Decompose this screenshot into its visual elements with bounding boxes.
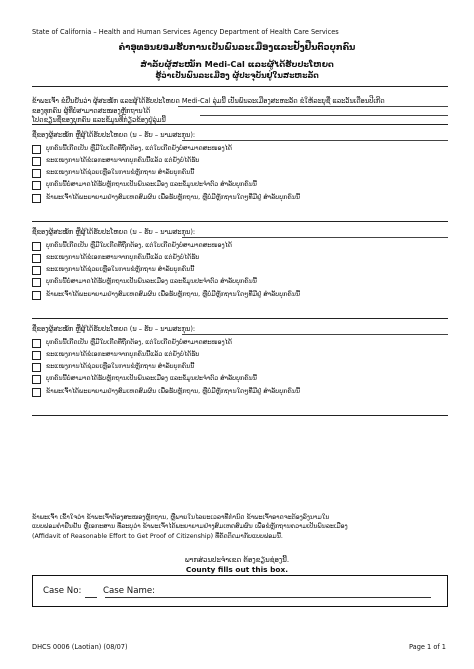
person-section-2: [32, 228, 448, 314]
option-text: ຂະແໜງການໄດ້ຂໍເອກະສານຈາກບຸກຄົນນີ້ແລ້ວ ແຕ່ຍັງບໍ່ໄດ້ຮັບ: [46, 254, 200, 261]
option-checkbox[interactable]: [32, 291, 41, 300]
county-box: [32, 575, 448, 607]
person-name-field[interactable]: [182, 334, 448, 335]
option-text: ບຸກຄົນນີ້ເກີດເປັນ ຫຼືມີໃບເກີດທີ່ຖືກຕ້ອງ, ແຕ່ໃບເກີດຍັງບໍ່ສາມາດສະໜອງໄດ້: [46, 242, 232, 249]
divider: [32, 415, 448, 416]
option-text: ຂ້າພະເຈົ້າໄດ້ພະຍາຍາມຢ່າງສົມເຫດສົມຜົນ ເພື່ອຮັບຫຼັກຖານ, ຫຼືບໍ່ມີຫຼັກຖານໃດໆທີ່ມີຢູ່ ສຳລັບບຸກຄົນນີ້: [46, 194, 301, 201]
form-subtitle: ສຳລັບຜູ້ສະໝັກ Medi-Cal ແລະຜູ້ໄດ້ຮັບປະໂຫຍດ: [140, 59, 334, 69]
statement-line: (Affidavit of Reasonable Effort to Get Proof of Citizenship) ທີ່ຄັດຕິດມາກັບແບບຟອມນີ້.: [32, 532, 283, 540]
divider: [32, 221, 448, 222]
option-text: ບຸກຄົນນີ້ບໍ່ສາມາດໄດ້ຮັບຫຼັກຖານເປັນພົນລະເມືອງ ແລະຂໍ້ມູນປະຈຳຕົວ ສຳລັບບຸກຄົນນີ້: [46, 181, 257, 188]
option-checkbox[interactable]: [32, 145, 41, 154]
option-checkbox[interactable]: [32, 254, 41, 263]
statement-line: ແບບຟອມຄຳຢືນຢັນ ຫຼືເອກະສານ ທີ່ລະບຸວ່າ ຂ້າພະເຈົ້າໄດ້ພະຍາຍາມຢ່າງສົມເຫດສົມຜົນ ເພື່ອຂໍຫຼັກຖານຄວາມເປັນພົນລະເມືອງ: [32, 523, 348, 531]
option-checkbox[interactable]: [32, 339, 41, 348]
divider: [32, 318, 448, 319]
divider: [32, 86, 448, 87]
option-text: ຂ້າພະເຈົ້າໄດ້ພະຍາຍາມຢ່າງສົມເຫດສົມຜົນ ເພື່ອຮັບຫຼັກຖານ, ຫຼືບໍ່ມີຫຼັກຖານໃດໆທີ່ມີຢູ່ ສຳລັບບຸກຄົນນີ້: [46, 388, 301, 395]
option-text: ບຸກຄົນນີ້ບໍ່ສາມາດໄດ້ຮັບຫຼັກຖານເປັນພົນລະເມືອງ ແລະຂໍ້ມູນປະຈຳຕົວ ສຳລັບບຸກຄົນນີ້: [46, 278, 257, 285]
option-text: ຂ້າພະເຈົ້າໄດ້ພະຍາຍາມຢ່າງສົມເຫດສົມຜົນ ເພື່ອຮັບຫຼັກຖານ, ຫຼືບໍ່ມີຫຼັກຖານໃດໆທີ່ມີຢູ່ ສຳລັບບຸກຄົນນີ້: [46, 291, 301, 298]
applicant-name-line[interactable]: [200, 115, 448, 116]
county-instruction-lao: ພາກສ່ວນປະຈຳເຂດ ຕ້ອງຂຽນຊ່ອງນີ້.: [184, 556, 290, 564]
form-id: DHCS 0006 (Laotian) (08/07): [32, 643, 128, 651]
person-name-label: ຊື່ຂອງຜູ້ສະໝັກ ຫຼືຜູ້ໄດ້ຮັບປະໂຫຍດ (ນ – ຮັບ – ນາມສະກຸນ):: [32, 325, 196, 333]
option-text: ຂະແໜງການໄດ້ຊ່ວຍເຫຼືອໃນການຂໍຫຼັກຖານ ສຳລັບບຸກຄົນນີ້: [46, 169, 195, 176]
option-text: ບຸກຄົນນີ້ບໍ່ສາມາດໄດ້ຮັບຫຼັກຖານເປັນພົນລະເມືອງ ແລະຂໍ້ມູນປະຈຳຕົວ ສຳລັບບຸກຄົນນີ້: [46, 375, 257, 382]
option-text: ບຸກຄົນນີ້ເກີດເປັນ ຫຼືມີໃບເກີດທີ່ຖືກຕ້ອງ, ແຕ່ໃບເກີດຍັງບໍ່ສາມາດສະໜອງໄດ້: [46, 145, 232, 152]
intro-line: ຂອງທຸກຄົນ ຜູ້ທີ່ບໍ່ສາມາດສະໜອງຫຼັກຖານໄດ້: [32, 106, 151, 115]
case-no-label: Case No:: [43, 586, 82, 596]
option-checkbox[interactable]: [32, 242, 41, 251]
case-no-field[interactable]: [85, 597, 97, 598]
option-checkbox[interactable]: [32, 363, 41, 372]
option-checkbox[interactable]: [32, 169, 41, 178]
county-instruction: County fills out this box.: [185, 565, 289, 574]
person-name-label: ຊື່ຂອງຜູ້ສະໝັກ ຫຼືຜູ້ໄດ້ຮັບປະໂຫຍດ (ນ – ຮັບ – ນາມສະກຸນ):: [32, 228, 196, 236]
option-text: ຂະແໜງການໄດ້ຊ່ວຍເຫຼືອໃນການຂໍຫຼັກຖານ ສຳລັບບຸກຄົນນີ້: [46, 266, 195, 273]
page-number: Page 1 of 1: [409, 643, 446, 651]
option-checkbox[interactable]: [32, 194, 41, 203]
divider: [32, 124, 448, 125]
case-name-field[interactable]: [105, 597, 431, 598]
option-checkbox[interactable]: [32, 388, 41, 397]
person-name-field[interactable]: [182, 237, 448, 238]
intro-statement: [32, 97, 448, 126]
statement-line: ຂ້າພະເຈົ້າ ເຂົ້າໃຈວ່າ ຂ້າພະເຈົ້າຕ້ອງສະໜອງຫຼັກຖານ, ຫຼືພາຍໃນໄລຍະເວລາທີ່ກຳນົດ ຂ້າພະເຈົ້າອາດຈະຕ້ອງລົງນາມໃນ: [32, 514, 330, 521]
option-checkbox[interactable]: [32, 181, 41, 190]
intro-line: ຂ້າພະເຈົ້າ ຂໍຢືນຢັນວ່າ ຜູ້ສະໝັກ ແລະຜູ້ໄດ້ຮັບປະໂຫຍດ Medi-Cal ລຸ່ມນີ້ ເປັນພົນລະເມືອງສະຫະລັດ ຂໍໃຫ້ລະບຸຊື່ ແລະວັນເດືອນປີເກີດ: [32, 97, 385, 105]
person-name-label: ຊື່ຂອງຜູ້ສະໝັກ ຫຼືຜູ້ໄດ້ຮັບປະໂຫຍດ (ນ – ຮັບ – ນາມສະກຸນ):: [32, 131, 196, 139]
person-section-3: [32, 325, 448, 411]
form-title: ຄຳອຸທອນຍອມຮັບການເປັນພົນລະເມືອງແລະຢັ້ງຢືນຕົວບຸກຄົນ: [118, 43, 356, 53]
applicant-signature-line[interactable]: [178, 106, 448, 107]
option-checkbox[interactable]: [32, 351, 41, 360]
intro-line: ໂປດຂຽນຊື່ຂອງບຸກຄົນ ແລະຂໍ້ມູນທີ່ກ່ຽວຂ້ອງຢູ່ລຸ່ມນີ້: [32, 116, 166, 125]
person-section-1: [32, 131, 448, 217]
option-checkbox[interactable]: [32, 157, 41, 166]
option-checkbox[interactable]: [32, 375, 41, 384]
option-text: ຂະແໜງການໄດ້ຂໍເອກະສານຈາກບຸກຄົນນີ້ແລ້ວ ແຕ່ຍັງບໍ່ໄດ້ຮັບ: [46, 157, 200, 164]
agency-header: State of California – Health and Human Services Agency Department of Health Care Services: [32, 28, 339, 36]
option-checkbox[interactable]: [32, 266, 41, 275]
option-checkbox[interactable]: [32, 278, 41, 287]
form-subtitle-2: ຮູ້ວ່າເປັນພົນລະເມືອງ ຜູ້ປະຈຸບັນຢູ່ໃນສະຫະລັດ: [155, 71, 319, 80]
option-text: ຂະແໜງການໄດ້ຊ່ວຍເຫຼືອໃນການຂໍຫຼັກຖານ ສຳລັບບຸກຄົນນີ້: [46, 363, 195, 370]
option-text: ບຸກຄົນນີ້ເກີດເປັນ ຫຼືມີໃບເກີດທີ່ຖືກຕ້ອງ, ແຕ່ໃບເກີດຍັງບໍ່ສາມາດສະໜອງໄດ້: [46, 339, 232, 346]
person-name-field[interactable]: [182, 140, 448, 141]
option-text: ຂະແໜງການໄດ້ຂໍເອກະສານຈາກບຸກຄົນນີ້ແລ້ວ ແຕ່ຍັງບໍ່ໄດ້ຮັບ: [46, 351, 200, 358]
case-name-label: Case Name:: [103, 586, 156, 596]
affidavit-statement: [32, 513, 448, 541]
